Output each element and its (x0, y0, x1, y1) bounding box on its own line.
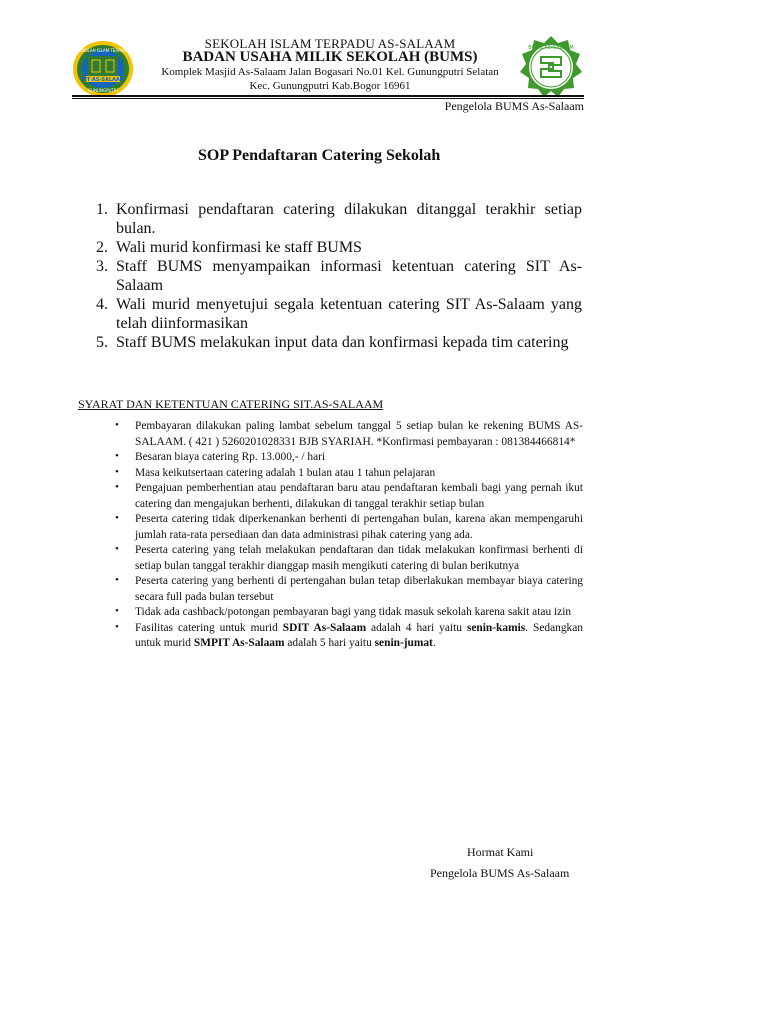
address-line-2: Kec. Gunungputri Kab.Bogor 16961 (249, 80, 411, 92)
term-item: • Tidak ada cashback/potongan pembayaran bagi yang tidak masuk sekolah karena sakit atau izin (115, 605, 572, 618)
term-item: • Fasilitas catering untuk murid SDIT As-Salaam adalah 4 hari yaitu senin-kamis. Sedangkan untuk murid SMPIT As-Salaam adalah 5 hari yaitu senin-jumat. (115, 620, 583, 649)
sop-step: 2. Wali murid konfirmasi ke staff BUMS (96, 239, 362, 256)
bullet-icon: • (115, 620, 119, 633)
term-item: • Peserta catering tidak diperkenankan berhenti di pertengahan bulan, karena akan mempengaruhi jumlah rata-rata persediaan dan data administrasi pihak catering yang ada. (115, 512, 583, 541)
bums-logo (518, 34, 584, 100)
bullet-icon: • (115, 450, 119, 462)
bullet-icon: • (115, 465, 119, 478)
term-item: • Masa keikutsertaan catering adalah 1 bulan atau 1 tahun pelajaran (115, 465, 436, 479)
org-name: BADAN USAHA MILIK SEKOLAH (BUMS) (182, 49, 478, 65)
bums-logo-text: BUMS AS-SALAAM (528, 45, 574, 51)
term-item: • Besaran biaya catering Rp. 13.000,- / hari (115, 450, 326, 463)
term-item: • Peserta catering yang berhenti di pertengahan bulan tetap diberlakukan membayar biaya catering secara full pada bulan tersebut (115, 574, 583, 603)
logo-top-text: SEKOLAH ISLAM TERPADU (76, 48, 130, 53)
terms-list (113, 419, 583, 652)
bullet-icon: • (115, 605, 119, 617)
header-manager: Pengelola BUMS As-Salaam (444, 99, 584, 113)
term-item: • Pembayaran dilakukan paling lambat sebelum tanggal 5 setiap bulan ke rekening BUMS AS-SALAAM. ( 421 ) 5260201028331 BJB SYARIAH. *Konfirmasi pembayaran : 081384466814* (115, 419, 583, 448)
sop-step: 4. Wali murid menyetujui segala ketentuan catering SIT As-Salaam yang telah diinformasikan (96, 296, 582, 332)
sop-steps (88, 200, 582, 352)
terms-heading: SYARAT DAN KETENTUAN CATERING SIT.AS-SALAAM (78, 397, 384, 411)
bullet-icon: • (115, 419, 119, 431)
bullet-icon: • (115, 481, 119, 493)
bullet-icon: • (115, 574, 119, 586)
address-line-1: Komplek Masjid As-Salaam Jalan Bogasari No.01 Kel. Gunungputri Selatan (161, 66, 499, 78)
sop-step: 3. Staff BUMS menyampaikan informasi ketentuan catering SIT As-Salaam (96, 258, 582, 294)
sit-as-salaam-logo (72, 40, 134, 98)
logo-mid-text: SIT AS-SALAAM (81, 77, 125, 83)
closing-greeting: Hormat Kami (467, 845, 534, 859)
logo-bottom-text: GUNUNGPUTRI (88, 88, 118, 93)
sop-step: 1. Konfirmasi pendaftaran catering dilakukan ditanggal terakhir setiap bulan. (96, 201, 582, 237)
school-name: SEKOLAH ISLAM TERPADU AS-SALAAM (204, 36, 456, 51)
closing-signatory: Pengelola BUMS As-Salaam (430, 866, 570, 880)
header-rule (72, 95, 584, 97)
term-item: • Pengajuan pemberhentian atau pendaftaran baru atau pendaftaran kembali bagi yang pernah ikut catering dan mengajukan berhenti, dilakukan di tanggal terakhir setiap bulan (115, 481, 583, 510)
sop-step: 5. Staff BUMS melakukan input data dan konfirmasi kepada tim catering (96, 334, 569, 351)
bullet-icon: • (115, 543, 119, 555)
bullet-icon: • (115, 512, 119, 524)
document-title: SOP Pendaftaran Catering Sekolah (198, 147, 441, 164)
term-item: • Peserta catering yang telah melakukan pendaftaran dan tidak melakukan konfirmasi berhenti di setiap bulan tanggal terakhir dianggap masih mengikuti catering di bulan berikutnya (115, 543, 583, 572)
